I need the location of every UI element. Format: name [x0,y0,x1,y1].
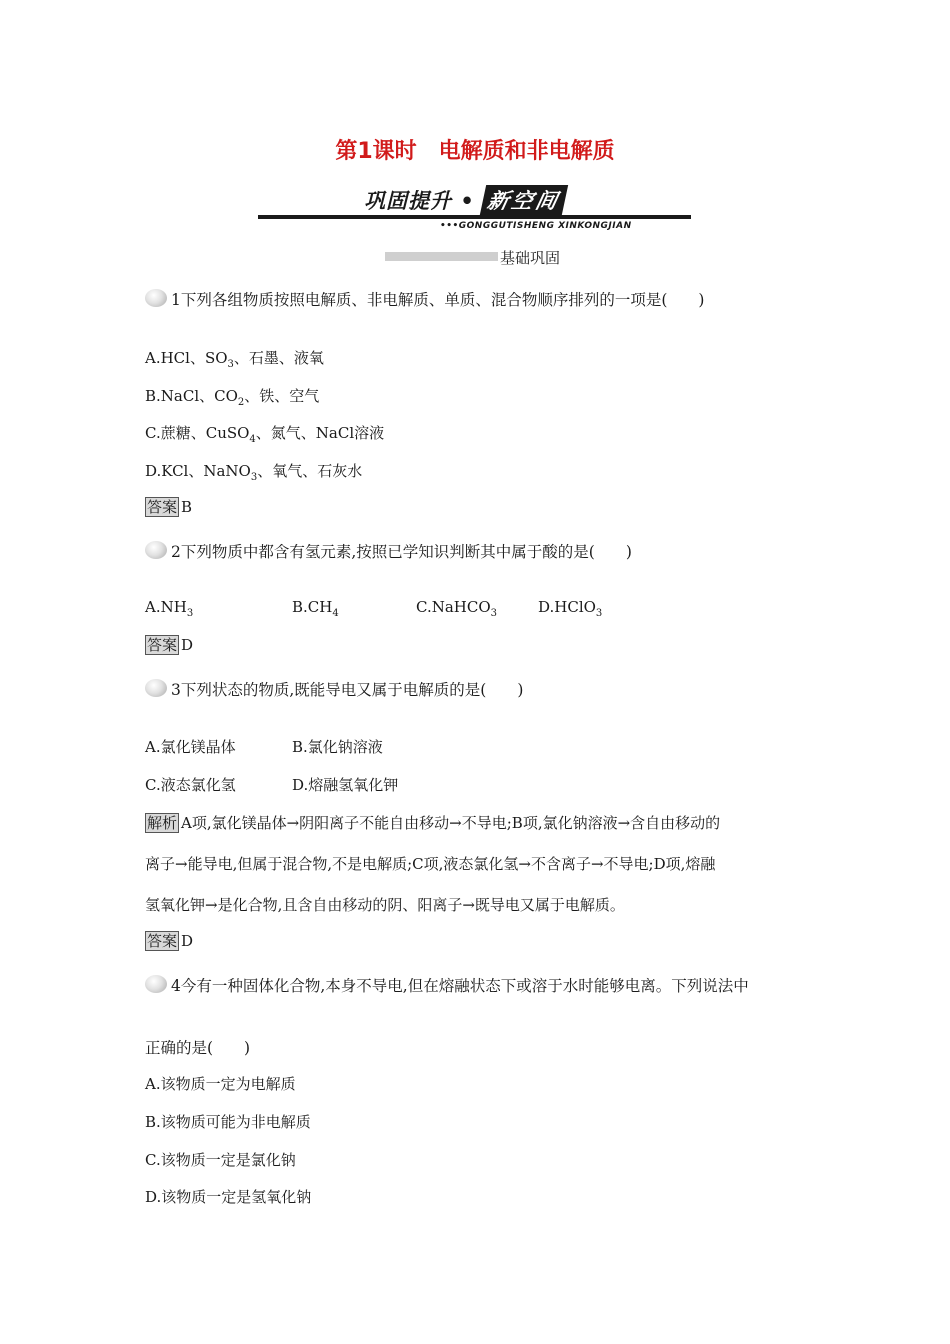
page-title: 第1课时 电解质和非电解质 [335,139,615,164]
question-4-option-a: A.该物质一定为电解质 [145,1075,296,1093]
answer-value: D [181,636,194,654]
question-1-option-a: A.HCl、$SO_3$、石墨、液氧 [145,349,324,370]
section-label: 基础巩固 [500,249,561,267]
question-3-analysis-line-2: 离子→能导电,但属于混合物,不是电解质;C项,液态氯化氢→不含离子→不导电;D项,熔融 [145,855,716,873]
question-3-option-d: D.熔融氢氧化钾 [292,776,399,794]
question-3-answer [145,931,193,951]
question-bullet-icon [145,679,167,697]
banner-heading [364,185,565,215]
answer-value: D [181,932,194,950]
question-2-option-c: C.NaHCO$_3$ [416,598,498,619]
question-number: 1 [171,291,181,309]
question-3-analysis-line-1: 解析 A项,氯化镁晶体→阴阳离子不能自由移动→不导电;B项,氯化钠溶液→含自由移动的 [147,814,721,832]
question-2-option-a: $A.NH_3$ [145,598,194,619]
section-bar [385,252,498,261]
question-2-stem [145,540,632,562]
banner-underline [258,215,691,219]
answer-tag: 答案 [147,498,178,516]
question-bullet-icon [145,975,167,993]
question-3-stem [145,678,523,700]
question-1-option-d: D.KCl、NaNO$_3$、氧气、石灰水 [145,462,363,483]
question-4-option-d: D.该物质一定是氢氧化钠 [145,1188,312,1206]
banner-subtitle: •••GONGGUTISHENG XINKONGJIAN [440,221,632,231]
question-text: 今有一种固体化合物,本身不导电,但在熔融状态下或溶于水时能够电离。下列说法中 [180,977,749,995]
question-2-option-b: $B.CH_4$ [292,598,339,619]
banner-main: 巩固提升 [364,189,452,213]
question-2-answer [145,635,193,655]
question-1-stem [145,288,704,310]
answer-value: B [181,498,193,516]
question-4-stem-continued: 正确的是( ) [145,1039,251,1057]
question-2-option-d: D.HClO$_3$ [538,598,603,619]
question-number: 2 [171,543,181,561]
question-1-option-c: C.蔗糖、CuSO$_4$、氮气、NaCl溶液 [145,424,385,445]
question-number: 3 [171,681,181,699]
question-3-option-a: A.氯化镁晶体 [145,738,236,756]
question-4-option-b: B.该物质可能为非电解质 [145,1113,311,1131]
question-bullet-icon [145,289,167,307]
banner-dot: • [460,189,475,213]
question-number: 4 [171,977,181,995]
question-text: 下列各组物质按照电解质、非电解质、单质、混合物顺序排列的一项是( ) [180,291,705,309]
question-3-option-b: B.氯化钠溶液 [292,738,383,756]
question-4-option-c: C.该物质一定是氯化钠 [145,1151,296,1169]
banner-boxed: 新空间 [480,185,568,215]
question-1-answer [145,497,192,517]
question-3-analysis-line-3: 氢氧化钾→是化合物,且含自由移动的阴、阳离子→既导电又属于电解质。 [145,896,625,914]
question-bullet-icon [145,541,167,559]
analysis-tag: 解析 [147,814,178,832]
question-3-option-c: C.液态氯化氢 [145,776,236,794]
answer-tag: 答案 [147,636,178,654]
question-text: 下列状态的物质,既能导电又属于电解质的是( ) [180,681,524,699]
question-4-stem [145,974,749,996]
answer-tag: 答案 [147,932,178,950]
question-text: 下列物质中都含有氢元素,按照已学知识判断其中属于酸的是( ) [180,543,632,561]
question-1-option-b: B.NaCl、$CO_2$、铁、空气 [145,387,320,408]
